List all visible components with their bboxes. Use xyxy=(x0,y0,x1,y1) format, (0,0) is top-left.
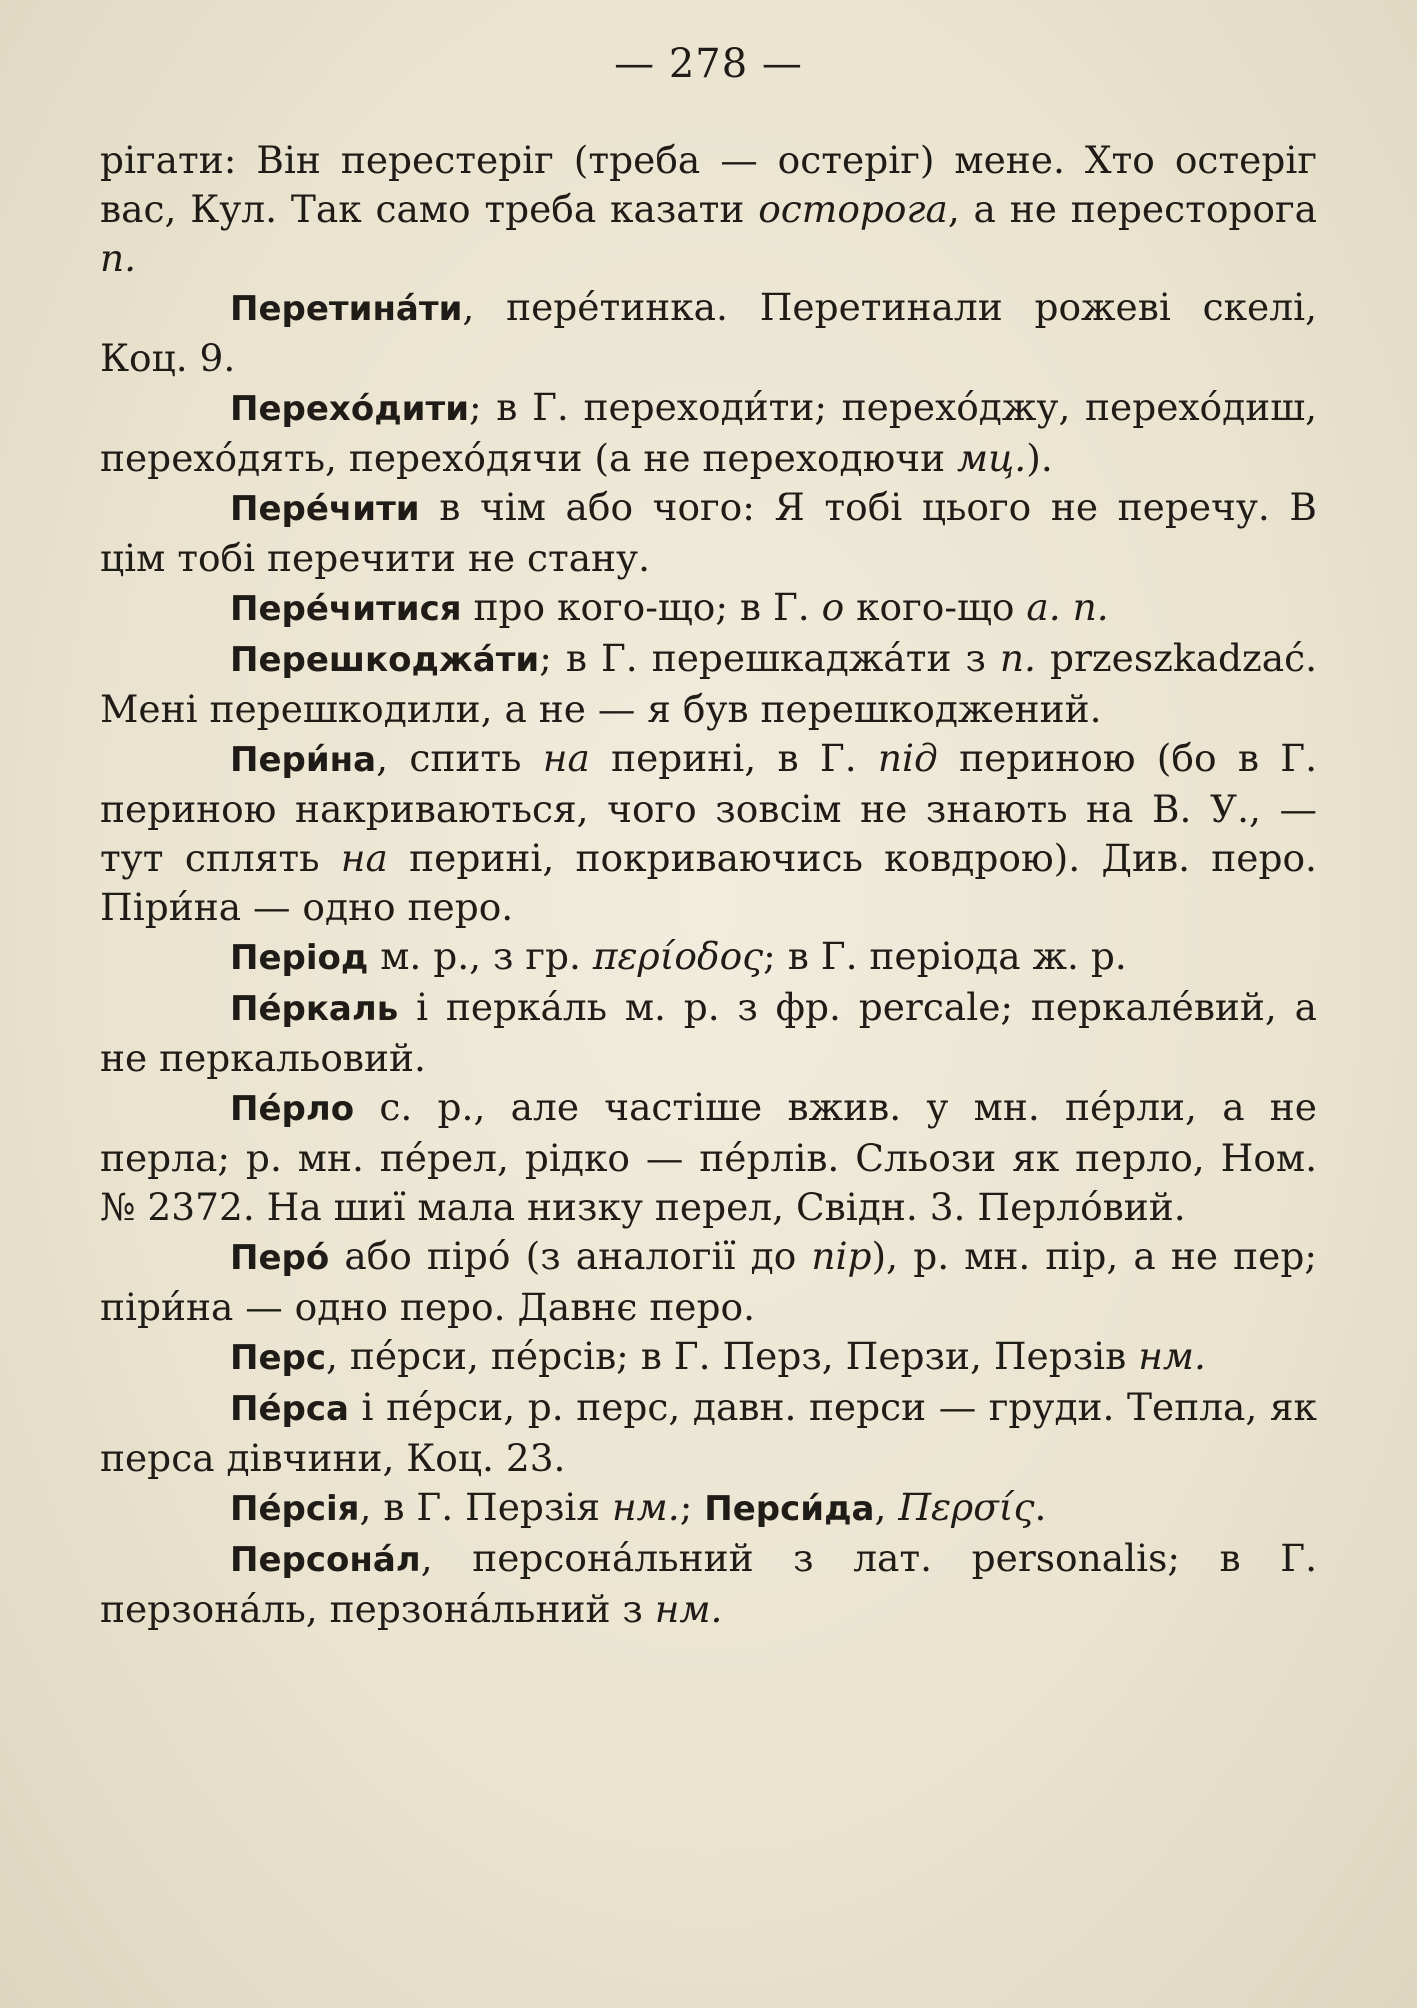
italic-text: о xyxy=(821,585,845,629)
headword: Перехо́дити xyxy=(230,389,470,429)
text-segment: ), р. мн. пір, а не пер; піри́на — одно перо. Давнє перо. xyxy=(100,1234,1317,1329)
entry-perechytysia xyxy=(100,583,1317,634)
text-segment: , персона́льний з лат. personalis; в Г. перзона́ль, перзона́льний з xyxy=(100,1536,1317,1631)
text-segment: , пере́тинка. Перетинали рожеві скелі, Коц. 9. xyxy=(100,285,1317,380)
text-segment: ; в Г. періода ж. р. xyxy=(763,934,1127,978)
italic-text: нм. xyxy=(654,1587,723,1631)
entry-peryna xyxy=(100,734,1317,932)
text-segment: м. р., з гр. xyxy=(368,934,593,978)
dictionary-text xyxy=(100,136,1317,1634)
text-segment: кого-що xyxy=(844,585,1027,629)
text-segment: або піро́ (з аналогії до xyxy=(329,1234,812,1278)
italic-text: на xyxy=(542,736,590,780)
italic-text: нм. xyxy=(611,1485,680,1529)
headword: Пе́рло xyxy=(230,1089,355,1129)
text-segment: с. р., але частіше вжив. у мн. пе́рли, а не перла; р. мн. пе́рел, рідко — пе́рлів. Сльози як перло, Ном. № 2372. На шиї мала низку перел, Свідн. 3. Перло́вий. xyxy=(100,1085,1317,1229)
headword: Пе́ркаль xyxy=(230,989,399,1029)
text-segment: перині, покриваючись ковдрою). Див. перо. Піри́на — одно перо. xyxy=(100,836,1317,929)
entry-pero xyxy=(100,1232,1317,1332)
italic-text: нм. xyxy=(1138,1334,1206,1378)
headword: Пе́рсія xyxy=(230,1489,360,1529)
italic-text: пір xyxy=(811,1234,872,1278)
italic-text: мц. xyxy=(957,436,1027,480)
text-segment: , пе́рси, пе́рсів; в Г. Перз, Перзи, Перзів xyxy=(326,1334,1139,1378)
paragraph-continuation xyxy=(100,136,1317,283)
headword: Період xyxy=(230,938,369,978)
entry-perkal xyxy=(100,983,1317,1083)
italic-text: п. xyxy=(100,236,137,280)
entry-pers xyxy=(100,1332,1317,1383)
entry-perlo xyxy=(100,1083,1317,1232)
headword: Пе́рса xyxy=(230,1389,349,1429)
text-segment: , спить xyxy=(376,736,543,780)
text-segment: ; в Г. перешкаджа́ти з xyxy=(539,636,1000,680)
entry-perekhodyty xyxy=(100,383,1317,483)
text-segment: , а не пересторога xyxy=(947,187,1317,231)
entry-pereshkodzhaty xyxy=(100,634,1317,734)
entry-peretynaty xyxy=(100,283,1317,383)
text-segment: . xyxy=(1034,1485,1047,1529)
text-segment: ; в Г. переходи́ти; перехо́джу, перехо́диш, перехо́дять, перехо́дячи (а не переходючи xyxy=(100,385,1317,480)
headword: Пере́читися xyxy=(230,589,462,629)
italic-text: під xyxy=(877,736,938,780)
entry-perechyty xyxy=(100,483,1317,583)
entry-period xyxy=(100,932,1317,983)
text-segment: перині, в Г. xyxy=(589,736,878,780)
headword: Перо́ xyxy=(230,1238,330,1278)
italic-text: осторога xyxy=(758,187,948,231)
headword: Пере́чити xyxy=(230,489,420,529)
text-segment: про кого-що; в Г. xyxy=(461,585,822,629)
italic-text: п. xyxy=(999,636,1036,680)
headword: Перетина́ти xyxy=(230,289,463,329)
text-segment: , в Г. Перзія xyxy=(359,1485,612,1529)
entry-personal xyxy=(100,1534,1317,1634)
headword: Перси́да xyxy=(704,1489,875,1529)
page-number: — 278 — xyxy=(614,41,803,87)
text-segment: ). xyxy=(1026,436,1053,480)
italic-text: на xyxy=(340,836,388,880)
italic-text: περίοδος xyxy=(592,934,764,978)
headword: Перешкоджа́ти xyxy=(230,640,540,680)
italic-text: Περσίς xyxy=(898,1485,1035,1529)
headword: Персона́л xyxy=(230,1540,421,1580)
entry-persa xyxy=(100,1383,1317,1483)
text-segment: в чім або чого: Я тобі цього не перечу. В цім тобі перечити не стану. xyxy=(100,485,1317,580)
italic-text: а. п. xyxy=(1026,585,1109,629)
headword: Пери́на xyxy=(230,740,377,780)
text-segment: ; xyxy=(679,1485,705,1529)
text-segment: рігати: Він перестеріг (треба — остеріг) мене. Хто остеріг вас, Кул. Так само треба казати xyxy=(100,138,1317,231)
text-segment: przeszkadzać. Мені перешкодили, а не — я був перешкоджений. xyxy=(100,636,1317,731)
text-segment: і пе́рси, р. перс, давн. перси — груди. Тепла, як перса дівчини, Коц. 23. xyxy=(100,1385,1317,1480)
text-segment: , xyxy=(874,1485,899,1529)
text-segment: периною (бо в Г. периною накриваються, чого зовсім не знають на В. У., — тут сплять xyxy=(100,736,1317,880)
entry-persiia xyxy=(100,1483,1317,1534)
text-segment: і перка́ль м. р. з фр. percale; перкале́вий, а не перкальовий. xyxy=(100,985,1317,1080)
headword: Перс xyxy=(230,1338,327,1378)
